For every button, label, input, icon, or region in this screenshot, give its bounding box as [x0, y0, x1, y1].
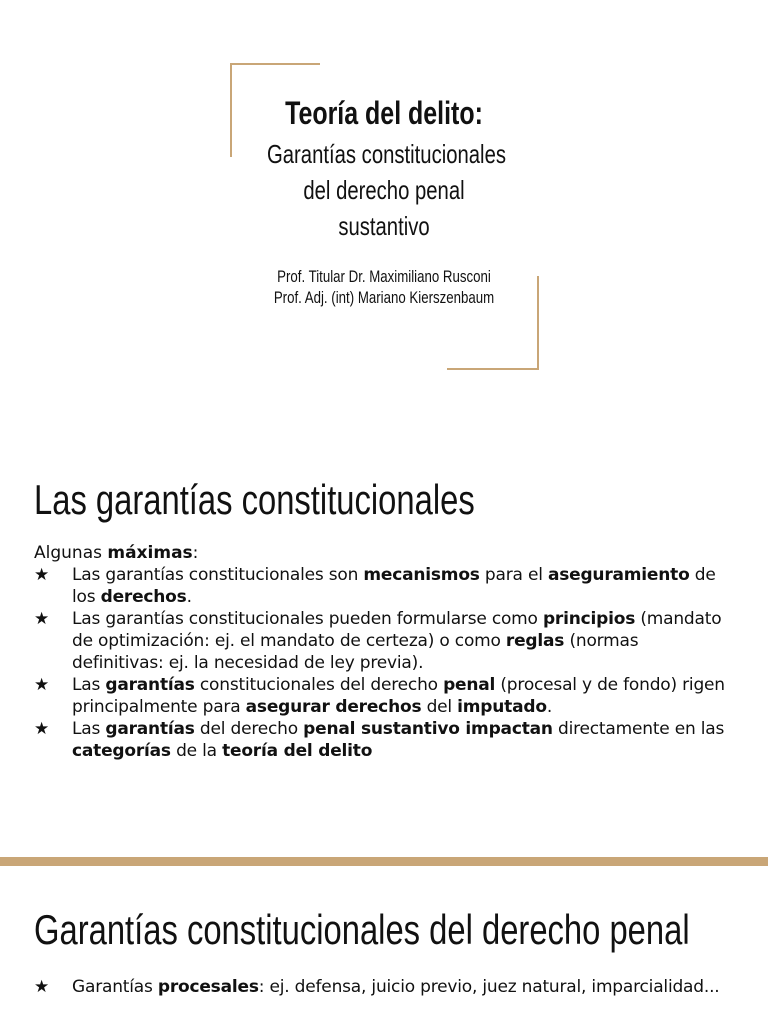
bullet-item: [34, 718, 734, 762]
text-run: del derecho: [194, 719, 304, 739]
text-run: de la: [170, 741, 223, 761]
bullet-item: [34, 608, 734, 674]
text-run: (normas definitivas: ej. la necesidad de ley previa).: [72, 631, 639, 673]
slide-heading: Garantías constitucionales del derecho penal: [34, 906, 690, 953]
star-icon: ★: [34, 977, 50, 997]
bold-text: derechos: [100, 587, 187, 607]
bold-text: aseguramiento: [547, 565, 690, 585]
slide-garantias-derecho-penal: [0, 866, 768, 1024]
intro-plain: Algunas: [34, 543, 108, 563]
text-run: directamente en las: [552, 719, 725, 739]
bold-text: imputado: [457, 697, 547, 717]
intro-bold: máximas: [107, 543, 193, 563]
bullet-item: [34, 564, 734, 608]
slide-heading: Las garantías constitucionales: [34, 476, 475, 523]
text-run: : ej. defensa, juicio previo, juez natural, imparcialidad...: [258, 977, 720, 997]
subtitle-line: Garantías constitucionales: [267, 139, 506, 169]
intro-text: [34, 542, 198, 564]
text-run: del: [421, 697, 458, 717]
bold-text: categorías: [72, 741, 171, 761]
bold-text: procesales: [157, 977, 259, 997]
text-run: (procesal y de fondo) rigen principalmente para: [72, 675, 725, 717]
bold-text: penal: [443, 675, 496, 695]
bold-text: garantías: [105, 719, 195, 739]
bullet-item: [34, 976, 734, 998]
bullet-item: [34, 674, 734, 718]
slide-garantias-constitucionales: [0, 460, 768, 820]
text-run: (mandato de optimización: ej. el mandato de certeza) o como: [72, 609, 722, 651]
bold-text: penal sustantivo impactan: [303, 719, 553, 739]
presentation-title: Teoría del delito:: [285, 95, 483, 131]
intro-end: :: [192, 543, 199, 563]
professor-line: Prof. Adj. (int) Mariano Kierszenbaum: [273, 288, 495, 307]
slide-divider: [0, 857, 768, 866]
title-block: [234, 92, 534, 308]
star-icon: ★: [34, 609, 50, 629]
professor-line: Prof. Titular Dr. Maximiliano Rusconi: [277, 267, 491, 286]
text-run: Las: [72, 719, 106, 739]
star-icon: ★: [34, 565, 50, 585]
title-slide: [0, 0, 768, 420]
text-run: .: [546, 697, 553, 717]
subtitle-line: del derecho penal: [303, 175, 465, 205]
text-run: Las garantías constitucionales pueden formularse como: [72, 609, 543, 629]
bold-text: teoría del delito: [222, 741, 373, 761]
professors: [267, 266, 501, 308]
presentation-subtitle: [267, 136, 506, 244]
bold-text: garantías: [105, 675, 195, 695]
bullet-list: [34, 976, 734, 998]
bold-text: mecanismos: [363, 565, 480, 585]
text-run: constitucionales del derecho: [194, 675, 444, 695]
text-run: Garantías: [72, 977, 158, 997]
bold-text: asegurar derechos: [245, 697, 422, 717]
bold-text: principios: [542, 609, 636, 629]
star-icon: ★: [34, 719, 50, 739]
subtitle-line: sustantivo: [338, 211, 430, 241]
text-run: .: [186, 587, 192, 607]
bold-text: reglas: [505, 631, 565, 651]
text-run: de los: [72, 565, 716, 607]
star-icon: ★: [34, 675, 50, 695]
text-run: para el: [479, 565, 548, 585]
text-run: Las: [72, 675, 106, 695]
bullet-list: [34, 564, 734, 762]
text-run: Las garantías constitucionales son: [72, 565, 364, 585]
